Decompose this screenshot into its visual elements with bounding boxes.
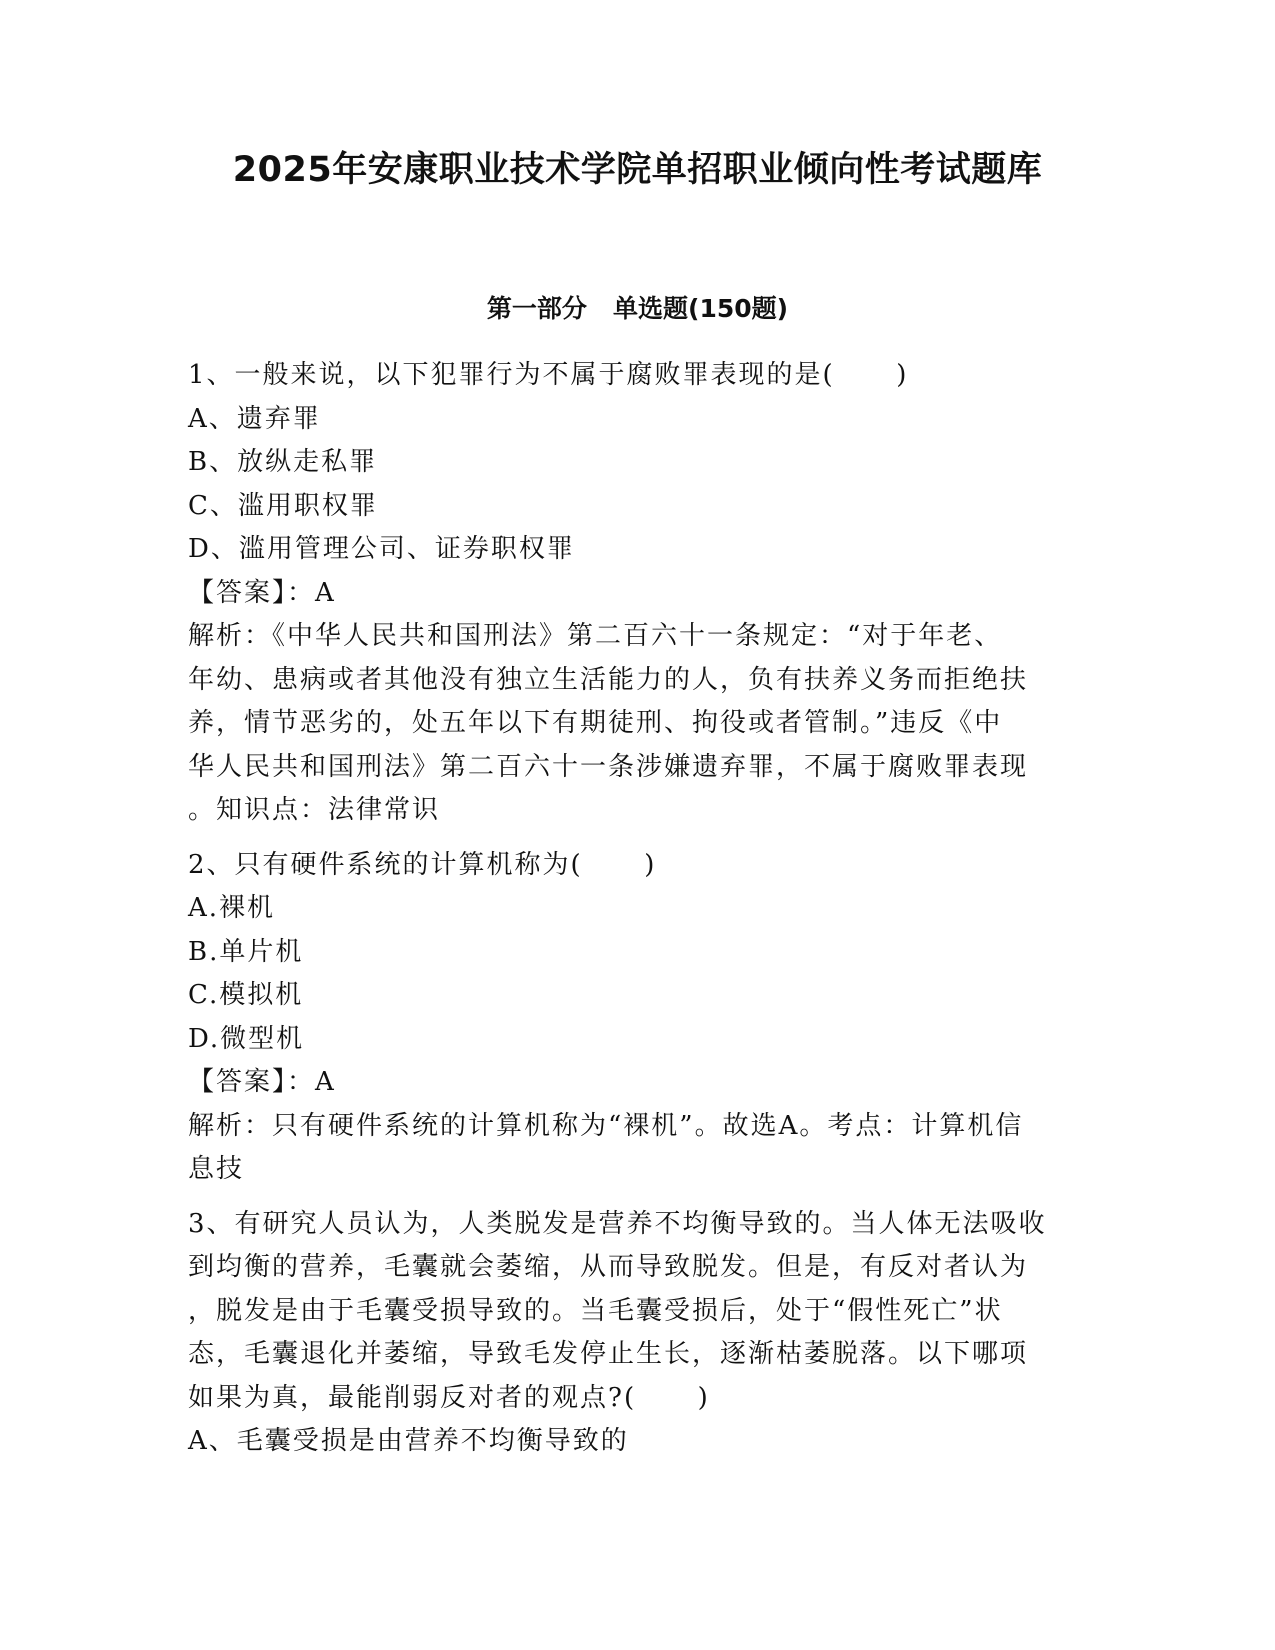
option-d: D、滥用管理公司、证券职权罪 (188, 534, 575, 564)
question-2 (188, 844, 1088, 1192)
question-gap (188, 1192, 1088, 1203)
question-stem: 到均衡的营养，毛囊就会萎缩，从而导致脱发。但是，有反对者认为 (188, 1252, 1029, 1282)
option-c: C、滥用职权罪 (188, 490, 378, 521)
option-c: C.模拟机 (188, 980, 304, 1010)
question-stem: ，脱发是由于毛囊受损导致的。当毛囊受损后，处于“假性死亡”状 (188, 1295, 1003, 1326)
analysis-line: 。知识点：法律常识 (188, 795, 441, 825)
question-3 (188, 1203, 1088, 1464)
option-b: B、放纵走私罪 (188, 447, 378, 477)
document-title: 2025年安康职业技术学院单招职业倾向性考试题库 (232, 150, 1043, 190)
question-1 (188, 354, 1088, 833)
option-a: A、遗弃罪 (188, 403, 321, 434)
option-b: B.单片机 (188, 936, 304, 967)
option-a: A.裸机 (188, 893, 276, 923)
option-a: A、毛囊受损是由营养不均衡导致的 (188, 1426, 629, 1456)
question-stem: 1、一般来说，以下犯罪行为不属于腐败罪表现的是( ) (188, 360, 909, 390)
answer: 【答案】：A (188, 577, 336, 608)
question-gap (188, 833, 1088, 844)
analysis-line: 年幼、患病或者其他没有独立生活能力的人，负有扶养义务而拒绝扶 (188, 664, 1029, 695)
question-stem: 2、只有硬件系统的计算机称为( ) (188, 849, 657, 880)
analysis-line: 息技 (188, 1154, 245, 1184)
section-title: 第一部分 单选题(150题) (486, 294, 789, 323)
answer: 【答案】：A (188, 1067, 336, 1097)
option-d: D.微型机 (188, 1023, 305, 1054)
question-list (188, 354, 1088, 1464)
analysis-line: 解析：只有硬件系统的计算机称为“裸机”。故选A。考点：计算机信 (188, 1110, 1024, 1141)
question-stem: 如果为真，最能削弱反对者的观点?( ) (188, 1382, 710, 1413)
analysis-line: 养，情节恶劣的，处五年以下有期徒刑、拘役或者管制。”违反《中 (188, 708, 1003, 738)
analysis-line: 解析：《中华人民共和国刑法》第二百六十一条规定：“对于年老、 (188, 621, 1003, 651)
question-stem: 态，毛囊退化并萎缩，导致毛发停止生长，逐渐枯萎脱落。以下哪项 (188, 1339, 1029, 1369)
question-stem: 3、有研究人员认为，人类脱发是营养不均衡导致的。当人体无法吸收 (188, 1208, 1047, 1239)
analysis-line: 华人民共和国刑法》第二百六十一条涉嫌遗弃罪，不属于腐败罪表现 (188, 751, 1029, 782)
